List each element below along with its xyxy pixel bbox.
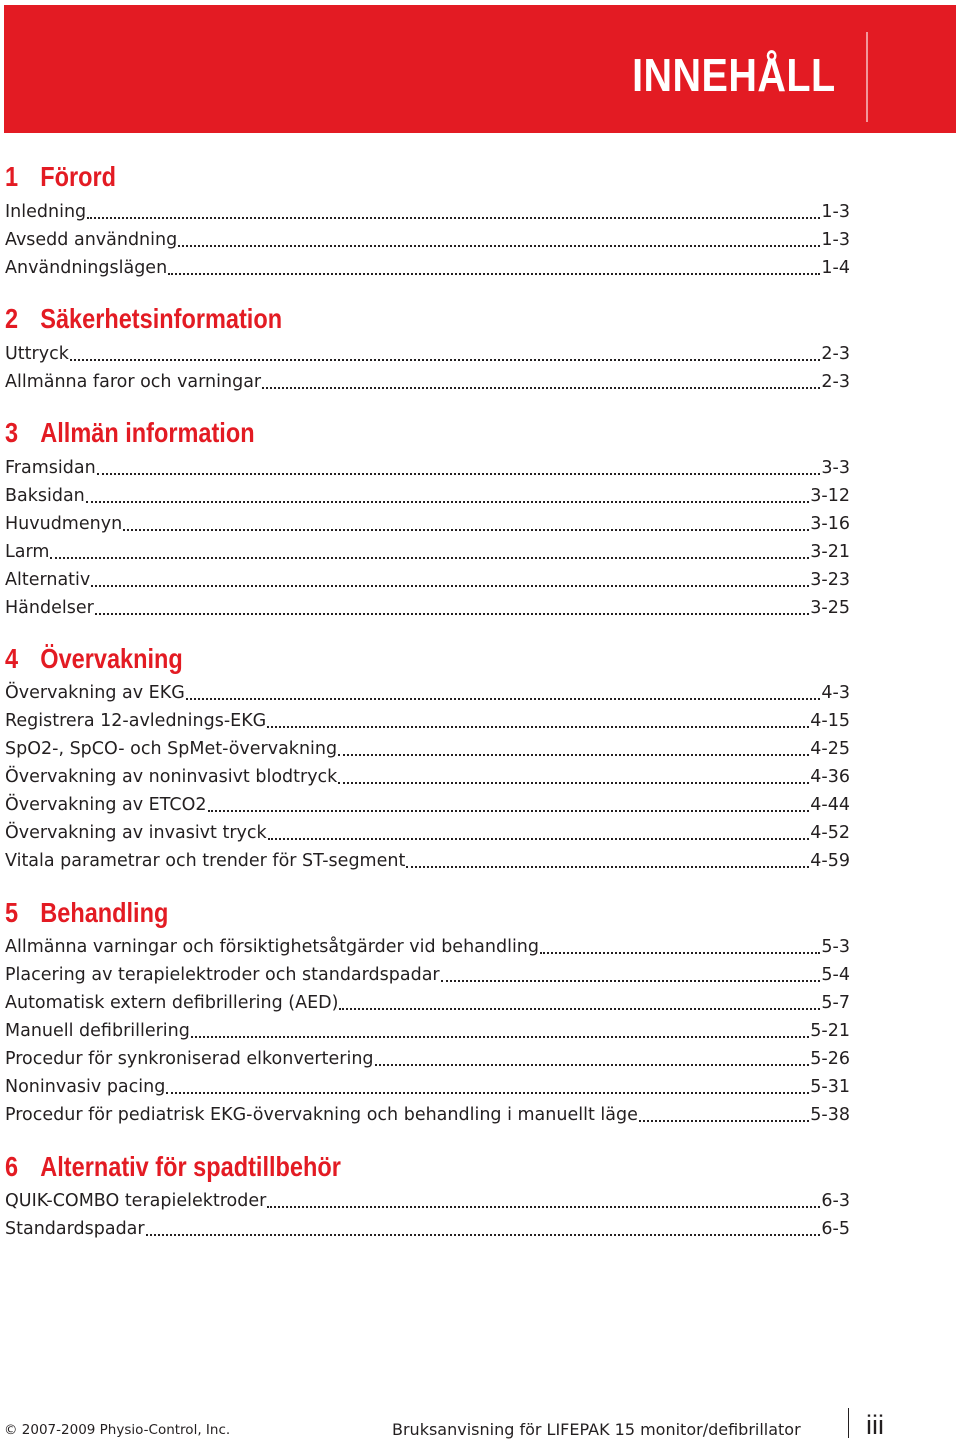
toc-entry[interactable] <box>5 595 850 621</box>
toc-entry-page: 5-7 <box>821 993 850 1013</box>
section-number: 6 <box>5 1151 19 1182</box>
toc-entry-page: 4-3 <box>821 683 850 703</box>
toc-entry[interactable] <box>5 990 850 1016</box>
toc-entry-title: Framsidan <box>5 458 96 478</box>
section-heading-6[interactable] <box>5 1150 341 1184</box>
toc-entry-page: 4-15 <box>810 711 850 731</box>
toc-entry-title: Baksidan <box>5 486 85 506</box>
toc-entry[interactable] <box>5 455 850 481</box>
toc-entry-page: 1-4 <box>821 258 850 278</box>
header-divider <box>866 32 868 122</box>
section-number: 5 <box>5 897 19 928</box>
toc-entry[interactable] <box>5 1216 850 1242</box>
toc-entry[interactable] <box>5 1074 850 1100</box>
dot-leader <box>338 782 809 784</box>
toc-entry-page: 3-21 <box>810 542 850 562</box>
dot-leader <box>91 585 809 587</box>
toc-entry-page: 1-3 <box>821 202 850 222</box>
dot-leader <box>178 245 820 247</box>
dot-leader <box>50 557 809 559</box>
footer-divider <box>848 1408 849 1438</box>
toc-entry-title: Allmänna faror och varningar <box>5 372 262 392</box>
toc-entry[interactable] <box>5 483 850 509</box>
dot-leader <box>267 1206 820 1208</box>
toc-entry[interactable] <box>5 1102 850 1128</box>
toc-entry-title: Procedur för pediatrisk EKG-övervakning och behandling i manuellt läge <box>5 1105 638 1125</box>
toc-entry-page: 2-3 <box>821 344 850 364</box>
toc-entry[interactable] <box>5 1046 850 1072</box>
toc-entry[interactable] <box>5 680 850 706</box>
dot-leader <box>166 1092 809 1094</box>
toc-entry-page: 4-52 <box>810 823 850 843</box>
toc-entry[interactable] <box>5 199 850 225</box>
toc-entry-page: 5-26 <box>810 1049 850 1069</box>
toc-entry[interactable] <box>5 934 850 960</box>
toc-entry[interactable] <box>5 341 850 367</box>
toc-entry-page: 5-4 <box>821 965 850 985</box>
toc-entry-page: 5-21 <box>810 1021 850 1041</box>
toc-entry-title: Vitala parametrar och trender för ST-segment <box>5 851 406 871</box>
section-heading-3[interactable] <box>5 416 255 450</box>
toc-entry[interactable] <box>5 511 850 537</box>
toc-entry-page: 3-12 <box>810 486 850 506</box>
section-title: Alternativ för spadtillbehör <box>40 1151 341 1182</box>
toc-entry-title: Huvudmenyn <box>5 514 123 534</box>
toc-entry[interactable] <box>5 1188 850 1214</box>
toc-entry[interactable] <box>5 227 850 253</box>
section-number: 3 <box>5 417 19 448</box>
dot-leader <box>123 529 809 531</box>
dot-leader <box>86 501 810 503</box>
toc-entry-page: 4-25 <box>810 739 850 759</box>
toc-entry-page: 5-31 <box>810 1077 850 1097</box>
dot-leader <box>338 754 809 756</box>
section-title: Förord <box>40 161 117 192</box>
dot-leader <box>267 726 809 728</box>
toc-entry-title: Övervakning av EKG <box>5 683 185 703</box>
toc-entry-page: 5-38 <box>810 1105 850 1125</box>
toc-entry-page: 3-23 <box>810 570 850 590</box>
section-title: Säkerhetsinformation <box>40 303 283 334</box>
toc-entry-title: Allmänna varningar och försiktighetsåtgärder vid behandling <box>5 937 540 957</box>
toc-entry-title: Händelser <box>5 598 94 618</box>
toc-entry[interactable] <box>5 567 850 593</box>
toc-entry-page: 4-36 <box>810 767 850 787</box>
toc-entry-page: 3-25 <box>810 598 850 618</box>
toc-entry-title: Övervakning av invasivt tryck <box>5 823 267 843</box>
toc-entry-title: Procedur för synkroniserad elkonvertering <box>5 1049 374 1069</box>
dot-leader <box>375 1064 810 1066</box>
dot-leader <box>268 838 810 840</box>
toc-entry-title: Noninvasiv pacing <box>5 1077 166 1097</box>
toc-entry-title: Placering av terapielektroder och standardspadar <box>5 965 440 985</box>
toc-entry-page: 5-3 <box>821 937 850 957</box>
section-number: 1 <box>5 161 19 192</box>
toc-entry-page: 4-44 <box>810 795 850 815</box>
section-title: Behandling <box>40 897 169 928</box>
section-number: 2 <box>5 303 19 334</box>
toc-entry[interactable] <box>5 736 850 762</box>
dot-leader <box>70 359 821 361</box>
toc-entry[interactable] <box>5 848 850 874</box>
toc-entry-page: 6-3 <box>821 1191 850 1211</box>
section-heading-5[interactable] <box>5 896 168 930</box>
dot-leader <box>639 1120 809 1122</box>
dot-leader <box>339 1008 820 1010</box>
toc-entry-title: Larm <box>5 542 50 562</box>
toc-entry-page: 1-3 <box>821 230 850 250</box>
toc-entry[interactable] <box>5 369 850 395</box>
toc-entry-title: Manuell defibrillering <box>5 1021 190 1041</box>
footer-manual-title: Bruksanvisning för LIFEPAK 15 monitor/defibrillator <box>392 1420 801 1439</box>
section-number: 4 <box>5 643 19 674</box>
section-title: Allmän information <box>40 417 255 448</box>
toc-entry-page: 4-59 <box>810 851 850 871</box>
page-title: INNEHÅLL <box>632 49 836 101</box>
toc-entry[interactable] <box>5 1018 850 1044</box>
dot-leader <box>208 810 810 812</box>
dot-leader <box>540 952 820 954</box>
footer-page-number: iii <box>866 1410 884 1440</box>
toc-entry-title: Registrera 12-avlednings-EKG <box>5 711 267 731</box>
section-heading-4[interactable] <box>5 642 183 676</box>
dot-leader <box>406 866 809 868</box>
section-heading-2[interactable] <box>5 302 282 336</box>
dot-leader <box>168 273 820 275</box>
toc-entry-page: 2-3 <box>821 372 850 392</box>
header-banner <box>4 5 956 133</box>
toc-entry[interactable] <box>5 708 850 734</box>
toc-entry-title: SpO2-, SpCO- och SpMet-övervakning <box>5 739 338 759</box>
dot-leader <box>191 1036 809 1038</box>
toc-entry[interactable] <box>5 820 850 846</box>
dot-leader <box>441 980 821 982</box>
toc-entry[interactable] <box>5 962 850 988</box>
toc-entry-page: 3-3 <box>821 458 850 478</box>
dot-leader <box>262 387 820 389</box>
toc-entry-title: Övervakning av noninvasivt blodtryck <box>5 767 338 787</box>
dot-leader <box>87 217 820 219</box>
dot-leader <box>95 613 809 615</box>
toc-entry-title: Standardspadar <box>5 1219 145 1239</box>
toc-entry-page: 3-16 <box>810 514 850 534</box>
toc-entry-title: Övervakning av ETCO2 <box>5 795 207 815</box>
section-title: Övervakning <box>40 643 183 674</box>
toc-entry-title: Alternativ <box>5 570 91 590</box>
dot-leader <box>186 698 821 700</box>
toc-entry[interactable] <box>5 255 850 281</box>
toc-entry[interactable] <box>5 792 850 818</box>
section-heading-1[interactable] <box>5 160 116 194</box>
toc-entry[interactable] <box>5 539 850 565</box>
footer-copyright: © 2007-2009 Physio-Control, Inc. <box>4 1422 231 1438</box>
dot-leader <box>146 1234 821 1236</box>
toc-entry-title: Avsedd användning <box>5 230 178 250</box>
toc-entry-title: Inledning <box>5 202 87 222</box>
toc-entry-title: Uttryck <box>5 344 69 364</box>
toc-entry-title: Användningslägen <box>5 258 168 278</box>
toc-entry-title: Automatisk extern defibrillering (AED) <box>5 993 339 1013</box>
toc-entry-page: 6-5 <box>821 1219 850 1239</box>
dot-leader <box>97 473 821 475</box>
toc-entry[interactable] <box>5 764 850 790</box>
toc-entry-title: QUIK-COMBO terapielektroder <box>5 1191 267 1211</box>
